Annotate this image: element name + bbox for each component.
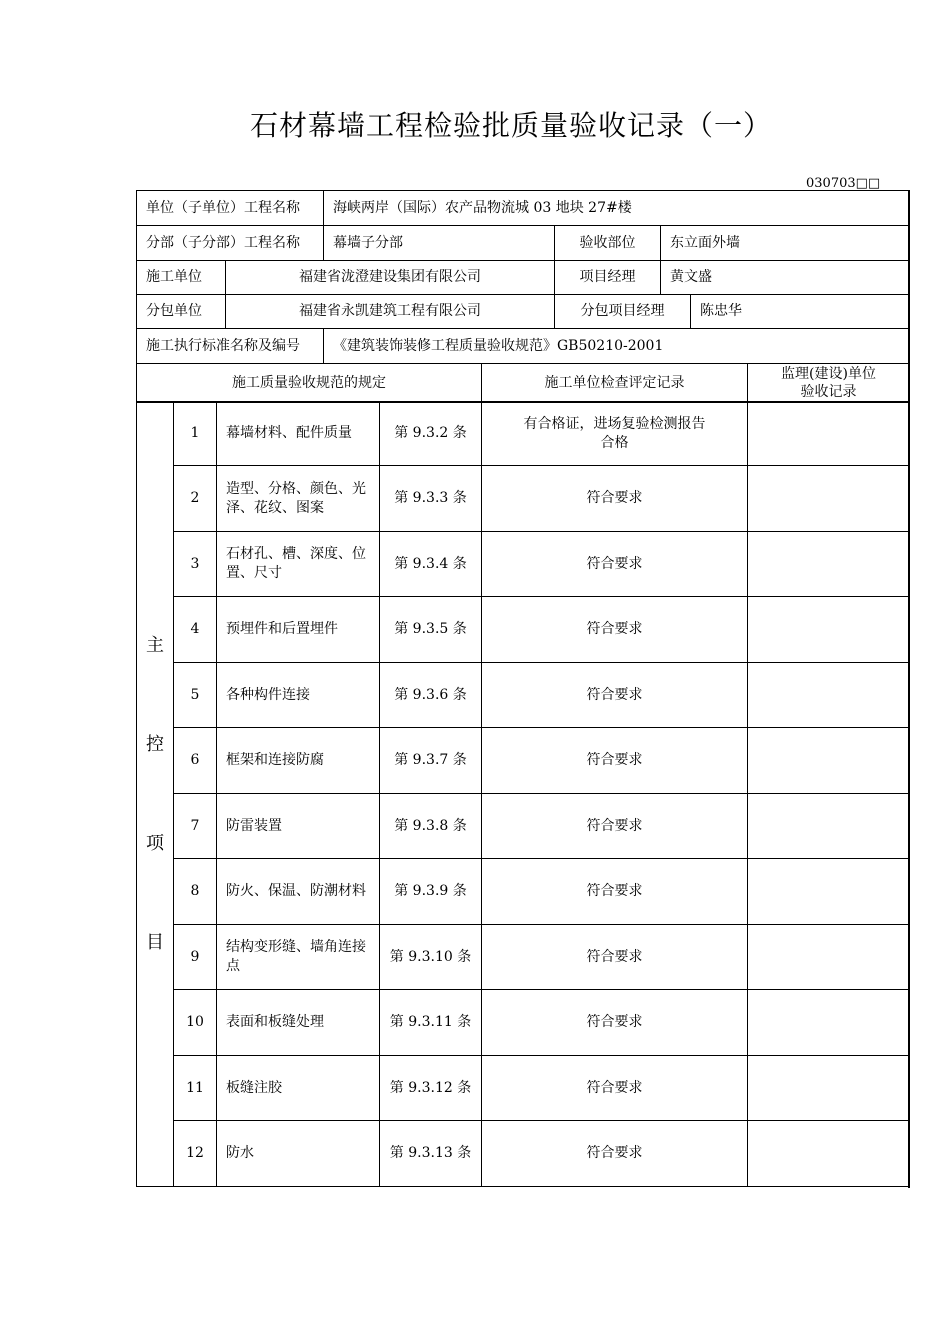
item-supervision-record (748, 1121, 910, 1187)
item-result-line1: 有合格证，进场复验检测报告 (523, 415, 706, 432)
sub-pm-value: 陈忠华 (691, 295, 909, 329)
item-result (482, 1121, 748, 1187)
unit-project-value: 海峡两岸（国际）农产品物流城 03 地块 27#楼 (324, 191, 909, 226)
item-result (482, 663, 748, 728)
item-name: 幕墙材料、配件质量 (217, 402, 380, 466)
column-record-heading: 施工单位检查评定记录 (482, 364, 748, 403)
item-clause: 第 9.3.2 条 (380, 402, 482, 466)
item-result (482, 859, 748, 925)
item-result-line1: 符合要求 (586, 1014, 643, 1030)
form-code: 030703□□ (806, 176, 881, 191)
item-number: 3 (174, 532, 217, 597)
item-name: 框架和连接防腐 (217, 728, 380, 794)
table-row (137, 728, 910, 794)
division-value: 幕墙子分部 (324, 226, 555, 261)
section-char: 目 (146, 932, 164, 953)
item-name: 各种构件连接 (217, 663, 380, 728)
table-row (137, 794, 910, 859)
subcontractor-value: 福建省永凯建筑工程有限公司 (226, 295, 555, 329)
item-supervision-record (748, 597, 910, 663)
pm-value: 黄文盛 (661, 261, 909, 295)
item-number: 8 (174, 859, 217, 925)
item-number: 11 (174, 1056, 217, 1121)
item-result-line1: 符合要求 (586, 817, 643, 834)
item-result (482, 532, 748, 597)
item-supervision-record (748, 728, 910, 794)
table-row (137, 532, 910, 597)
pm-label: 项目经理 (555, 261, 661, 295)
item-supervision-record (748, 859, 910, 925)
row-subcontractor (137, 295, 909, 329)
item-number: 10 (174, 990, 217, 1056)
item-result (482, 794, 748, 859)
section-main-control (137, 402, 174, 1187)
item-result-line1: 符合要求 (586, 752, 643, 768)
item-result (482, 1056, 748, 1121)
item-number: 9 (174, 925, 217, 990)
item-result (482, 990, 748, 1056)
table-row (137, 990, 910, 1056)
item-name: 防火、保温、防潮材料 (217, 859, 380, 925)
item-number: 4 (174, 597, 217, 663)
supervision-heading-line1: 监理(建设)单位 (781, 366, 876, 382)
item-number: 1 (174, 402, 217, 466)
standard-label: 施工执行标准名称及编号 (137, 329, 324, 364)
item-result-line1: 符合要求 (586, 490, 643, 506)
item-result (482, 597, 748, 663)
item-supervision-record (748, 663, 910, 728)
row-contractor (137, 261, 909, 295)
item-name: 板缝注胶 (217, 1056, 380, 1121)
item-number: 2 (174, 466, 217, 532)
table-row (137, 597, 910, 663)
section-char: 控 (146, 734, 164, 755)
item-supervision-record (748, 532, 910, 597)
column-supervision-heading (748, 364, 910, 403)
item-result (482, 466, 748, 532)
standard-value: 《建筑装饰装修工程质量验收规范》GB50210-2001 (324, 329, 909, 364)
item-clause: 第 9.3.7 条 (380, 728, 482, 794)
outer-border-right (908, 190, 910, 1188)
row-standard (137, 329, 909, 364)
item-name: 石材孔、槽、深度、位置、尺寸 (217, 532, 380, 597)
item-result-line1: 符合要求 (586, 948, 643, 965)
item-clause: 第 9.3.9 条 (380, 859, 482, 925)
item-result-line2: 合格 (600, 434, 629, 451)
item-supervision-record (748, 925, 910, 990)
subcontractor-label: 分包单位 (137, 295, 226, 329)
table-row (137, 859, 910, 925)
item-name: 结构变形缝、墙角连接点 (217, 925, 380, 990)
item-name: 造型、分格、颜色、光泽、花纹、图案 (217, 466, 380, 532)
items-table (136, 401, 910, 1187)
item-clause: 第 9.3.4 条 (380, 532, 482, 597)
item-clause: 第 9.3.8 条 (380, 794, 482, 859)
table-row (137, 1121, 910, 1187)
item-name: 预埋件和后置埋件 (217, 597, 380, 663)
section-char: 项 (146, 833, 164, 854)
column-heading-table (136, 363, 910, 403)
item-clause: 第 9.3.5 条 (380, 597, 482, 663)
contractor-label: 施工单位 (137, 261, 226, 295)
item-supervision-record (748, 1056, 910, 1121)
item-name: 防雷装置 (217, 794, 380, 859)
item-result-line1: 符合要求 (586, 621, 643, 637)
row-unit-project (137, 191, 909, 226)
table-row (137, 466, 910, 532)
item-clause: 第 9.3.13 条 (380, 1121, 482, 1187)
table-row (137, 925, 910, 990)
item-number: 5 (174, 663, 217, 728)
column-spec-heading: 施工质量验收规范的规定 (137, 364, 482, 403)
document-title: 石材幕墙工程检验批质量验收记录（一） (249, 109, 772, 142)
item-result (482, 728, 748, 794)
item-clause: 第 9.3.3 条 (380, 466, 482, 532)
contractor-value: 福建省泷澄建设集团有限公司 (226, 261, 555, 295)
item-supervision-record (748, 466, 910, 532)
division-label: 分部（子分部）工程名称 (137, 226, 324, 261)
table-row (137, 663, 910, 728)
item-supervision-record (748, 990, 910, 1056)
item-name: 表面和板缝处理 (217, 990, 380, 1056)
item-name: 防水 (217, 1121, 380, 1187)
item-result-line1: 符合要求 (586, 555, 643, 572)
acceptance-part-value: 东立面外墙 (661, 226, 909, 261)
item-number: 7 (174, 794, 217, 859)
table-row (137, 1056, 910, 1121)
section-char: 主 (146, 635, 164, 656)
item-number: 6 (174, 728, 217, 794)
acceptance-part-label: 验收部位 (555, 226, 661, 261)
item-clause: 第 9.3.6 条 (380, 663, 482, 728)
row-division (137, 226, 909, 261)
supervision-heading-line2: 验收记录 (800, 384, 857, 400)
item-clause: 第 9.3.11 条 (380, 990, 482, 1056)
item-supervision-record (748, 402, 910, 466)
item-clause: 第 9.3.12 条 (380, 1056, 482, 1121)
column-heading-row (137, 364, 910, 403)
item-result (482, 402, 748, 466)
item-result-line1: 符合要求 (586, 1145, 643, 1161)
unit-project-label: 单位（子单位）工程名称 (137, 191, 324, 226)
item-result-line1: 符合要求 (586, 1079, 643, 1096)
item-result-line1: 符合要求 (586, 686, 643, 703)
item-result-line1: 符合要求 (586, 883, 643, 899)
item-number: 12 (174, 1121, 217, 1187)
sub-pm-label: 分包项目经理 (555, 295, 691, 329)
item-clause: 第 9.3.10 条 (380, 925, 482, 990)
item-supervision-record (748, 794, 910, 859)
item-result (482, 925, 748, 990)
header-table (136, 190, 909, 364)
table-row (137, 402, 910, 466)
